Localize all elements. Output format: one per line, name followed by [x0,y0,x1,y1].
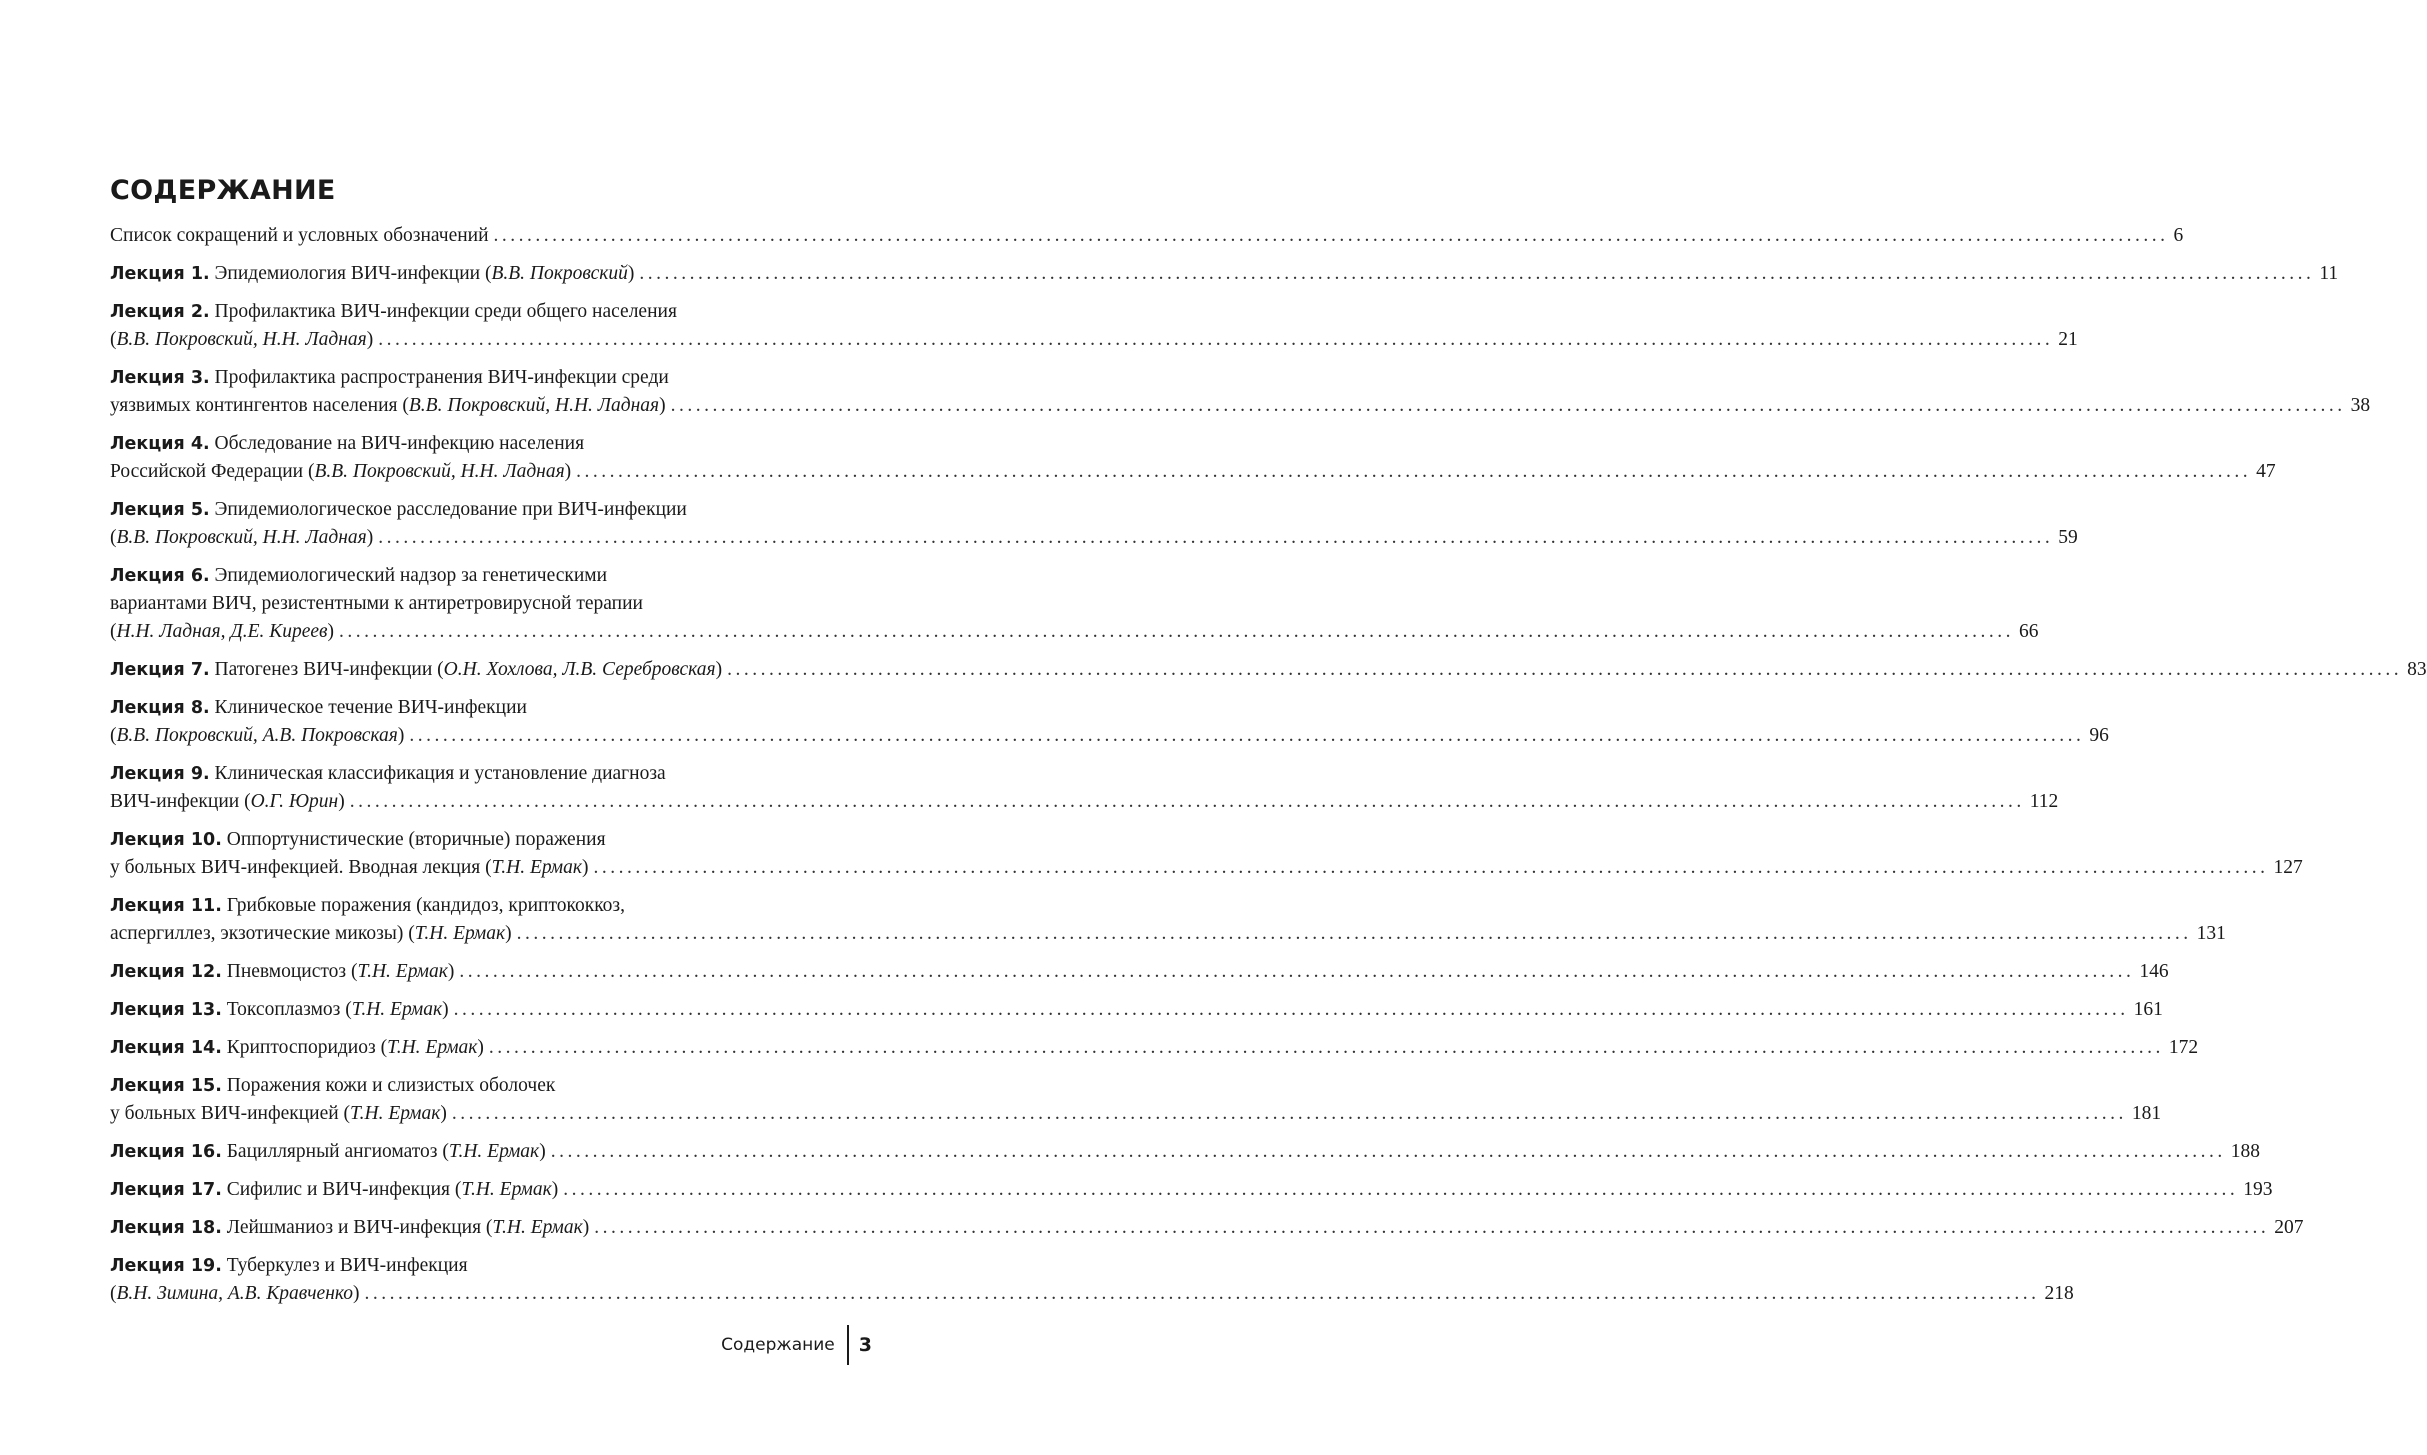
entry-title-text: ) [715,659,723,680]
lecture-label: Лекция 19. [110,1256,222,1276]
dot-leader: ........................................................................................................................................................................................................ [550,1141,2226,1162]
lecture-label: Лекция 10. [110,830,222,850]
toc-entry-text [110,760,666,788]
entry-page-number: 131 [2196,923,2226,944]
toc-entry[interactable] [110,562,2039,646]
lecture-label: Лекция 18. [110,1218,222,1238]
entry-page-number: 188 [2230,1141,2260,1162]
toc-entry-line [110,260,2339,288]
toc-entry-text [110,958,454,986]
entry-page-number: 96 [2089,725,2109,746]
toc-entry-text [110,618,334,646]
entry-page-number: 161 [2133,999,2163,1020]
entry-title-text: Клиническое течение ВИЧ-инфекции [209,697,527,718]
toc-entry[interactable] [110,222,2184,250]
entry-page-number: 207 [2274,1217,2304,1238]
toc-entry-line [110,1072,872,1100]
lecture-label: Лекция 14. [110,1038,222,1058]
toc-entry-text [110,1100,447,1128]
toc-entry-line [110,524,2078,552]
entry-authors: В.В. Покровский, А.В. Покровская [116,725,398,746]
entry-page-number: 127 [2273,857,2303,878]
entry-authors: В.Н. Зимина, А.В. Кравченко [116,1283,354,1304]
entry-title-text: ) [477,1037,484,1058]
entry-title-text: Лейшманиоз и ВИЧ-инфекция ( [221,1217,493,1238]
toc-entry-line [110,656,2427,684]
dot-leader: ........................................................................................................................................................................................................ [670,395,2346,416]
entry-title-text: ) [366,527,374,548]
entry-page-number: 172 [2168,1037,2199,1058]
entry-title-text: Патогенез ВИЧ-инфекции ( [209,659,444,680]
entry-title-text: ) [442,999,449,1020]
toc-entry-line [110,298,872,326]
lecture-label: Лекция 12. [110,962,222,982]
dot-leader: ........................................................................................................................................................................................................ [364,1283,2040,1304]
toc-entry-line [110,1252,872,1280]
toc-entry-text [110,326,373,354]
entry-page-number: 181 [2131,1103,2162,1124]
entry-title-text: ) [353,1283,360,1304]
entry-title-text: ) [397,725,405,746]
toc-entry-line [110,892,872,920]
entry-title-text: Профилактика распространения ВИЧ-инфекции среди [209,367,669,388]
dot-leader: ........................................................................................................................................................................................................ [563,1179,2239,1200]
toc-entry-line [110,1214,2304,1242]
toc-entry-line [110,1100,2162,1128]
toc-entry-text [110,722,404,750]
lecture-label: Лекция 5. [110,500,210,520]
toc-entry[interactable] [110,430,2276,486]
dot-leader: ........................................................................................................................................................................................................ [378,329,2054,350]
toc-entry[interactable] [110,1072,2162,1128]
toc-entry-text [110,920,512,948]
entry-title-text: ) [440,1103,447,1124]
dot-leader: ........................................................................................................................................................................................................ [459,961,2135,982]
dot-leader: ........................................................................................................................................................................................................ [409,725,2085,746]
entry-title-text: ( [110,329,117,350]
toc-entry-line [110,364,872,392]
entry-title-text: ВИЧ-инфекции ( [110,791,251,812]
dot-leader: ........................................................................................................................................................................................................ [594,1217,2270,1238]
entry-title-text: уязвимых контингентов населения ( [110,395,409,416]
toc-entry-line [110,958,2169,986]
toc-entry-text [110,590,643,618]
toc-entry-line [110,760,872,788]
toc-entry[interactable] [110,496,2078,552]
dot-leader: ........................................................................................................................................................................................................ [593,857,2269,878]
toc-entry-line [110,458,2276,486]
toc-entry-text [110,1034,484,1062]
entry-title-text: Эпидемиологический надзор за генетическими [209,565,608,586]
toc-entry-text [110,458,571,486]
toc-entry-line [110,826,872,854]
entry-page-number: 218 [2044,1283,2074,1304]
entry-title-text: Оппортунистические (вторичные) поражения [221,829,606,850]
entry-page-number: 11 [2319,263,2339,284]
toc-entry-text [110,496,687,524]
entry-title-text: ) [627,263,635,284]
entry-title-text: ( [110,621,117,642]
toc-entry[interactable] [110,656,2427,684]
toc-entry-text [110,298,677,326]
entry-title-text: Российской Федерации ( [110,461,315,482]
toc-entry-text [110,892,625,920]
lecture-label: Лекция 9. [110,764,210,784]
entry-authors: В.В. Покровский, Н.Н. Ладная [314,461,565,482]
entry-title-text: ) [505,923,512,944]
toc-entry-line [110,788,2059,816]
footer-section-title: Содержание [721,1335,835,1355]
toc-entry-text [110,694,527,722]
entry-authors: Т.Н. Ермак [491,857,582,878]
running-footer [721,1325,872,1365]
entry-authors: О.Г. Юрин [250,791,339,812]
dot-leader: ........................................................................................................................................................................................................ [378,527,2054,548]
toc-entry[interactable] [110,1252,2074,1308]
toc-entry-text [110,656,722,684]
dot-leader: ........................................................................................................................................................................................................ [451,1103,2127,1124]
toc-entry-text [110,392,666,420]
toc-entry-line [110,854,2303,882]
entry-title-text: Токсоплазмоз ( [221,999,352,1020]
toc-entry-text [110,364,669,392]
toc-entry[interactable] [110,1034,2199,1062]
entry-title-text: ) [338,791,345,812]
entry-title-text: Обследование на ВИЧ-инфекцию населения [209,433,585,454]
lecture-label: Лекция 8. [110,698,210,718]
toc-entry-text [110,222,489,250]
entry-authors: В.В. Покровский [491,263,628,284]
entry-authors: Т.Н. Ермак [350,1103,441,1124]
entry-authors: В.В. Покровский, Н.Н. Ладная [116,527,367,548]
entry-authors: Т.Н. Ермак [492,1217,583,1238]
toc-entry-text [110,996,449,1024]
entry-page-number: 66 [2019,621,2039,642]
toc-entry-line [110,496,872,524]
entry-authors: Т.Н. Ермак [414,923,506,944]
toc-entry-text [110,1176,558,1204]
entry-page-number: 59 [2058,527,2078,548]
entry-title-text: Поражения кожи и слизистых оболочек [221,1075,556,1096]
toc-entry-text [110,1280,360,1308]
toc-entry-line [110,430,872,458]
toc-entry-line [110,326,2078,354]
entry-authors: Т.Н. Ермак [448,1141,540,1162]
toc-entry-line [110,694,872,722]
toc-entry-line [110,1176,2273,1204]
entry-title-text: ) [582,1217,590,1238]
toc-entry[interactable] [110,892,2226,948]
toc-entry-text [110,562,607,590]
toc-entry[interactable] [110,826,2303,882]
entry-authors: Т.Н. Ермак [387,1037,478,1058]
toc-entry-line [110,618,2039,646]
dot-leader: ........................................................................................................................................................................................................ [727,659,2403,680]
lecture-label: Лекция 11. [110,896,222,916]
entry-title-text: Туберкулез и ВИЧ-инфекция [221,1255,468,1276]
toc-entry-line [110,996,2163,1024]
toc-entry[interactable] [110,1138,2260,1166]
toc-entry-text [110,430,584,458]
entry-title-text: ) [539,1141,546,1162]
entry-page-number: 146 [2139,961,2169,982]
toc-entry-text [110,524,373,552]
entry-title-text: ) [659,395,666,416]
entry-title-text: Пневмоцистоз ( [221,961,358,982]
entry-title-text: ( [110,725,117,746]
toc-entry-text [110,1252,468,1280]
entry-page-number: 38 [2350,395,2371,416]
lecture-label: Лекция 16. [110,1142,222,1162]
entry-title-text: ( [110,527,117,548]
toc-entry-line [110,1034,2199,1062]
entry-title-text: аспергиллез, экзотические микозы) ( [110,923,415,944]
lecture-label: Лекция 1. [110,264,210,284]
entry-title-text: Грибковые поражения (кандидоз, криптококкоз, [221,895,626,916]
dot-leader: ........................................................................................................................................................................................................ [639,263,2315,284]
lecture-label: Лекция 2. [110,302,210,322]
entry-title-text: ) [327,621,335,642]
entry-page-number: 21 [2058,329,2078,350]
toc-entry[interactable] [110,260,2339,288]
toc-entry-text [110,260,634,288]
toc-entry-line [110,1138,2260,1166]
dot-leader: ........................................................................................................................................................................................................ [493,225,2169,246]
toc-heading: СОДЕРЖАНИЕ [110,175,336,206]
lecture-label: Лекция 13. [110,1000,222,1020]
toc-entry-line [110,1280,2074,1308]
entry-authors: Т.Н. Ермак [351,999,443,1020]
entry-title-text: ( [110,1283,117,1304]
lecture-label: Лекция 17. [110,1180,222,1200]
toc-entry-text [110,854,588,882]
lecture-label: Лекция 15. [110,1076,222,1096]
toc-entry-line [110,920,2226,948]
entry-page-number: 6 [2173,225,2184,246]
entry-title-text: ) [366,329,374,350]
lecture-label: Лекция 4. [110,434,210,454]
entry-title-text: вариантами ВИЧ, резистентными к антиретровирусной терапии [110,593,643,614]
entry-authors: Н.Н. Ладная, Д.Е. Киреев [116,621,328,642]
entry-title-text: Список сокращений и условных обозначений [110,225,489,246]
dot-leader: ........................................................................................................................................................................................................ [576,461,2252,482]
toc-entry-line [110,590,872,618]
toc-entry[interactable] [110,996,2163,1024]
toc-entry[interactable] [110,760,2059,816]
toc-entry[interactable] [110,1176,2273,1204]
entry-authors: В.В. Покровский, Н.Н. Ладная [408,395,660,416]
entry-authors: Т.Н. Ермак [357,961,448,982]
entry-page-number: 83 [2407,659,2427,680]
entry-title-text: у больных ВИЧ-инфекцией ( [110,1103,351,1124]
entry-title-text: Профилактика ВИЧ-инфекции среди общего населения [209,301,677,322]
toc-entry-text [110,1138,546,1166]
entry-authors: О.Н. Хохлова, Л.В. Серебровская [443,659,716,680]
toc-entry[interactable] [110,958,2169,986]
entry-title-text: ) [581,857,589,878]
dot-leader: ........................................................................................................................................................................................................ [349,791,2025,812]
entry-title-text: Клиническая классификация и установление диагноза [209,763,666,784]
toc-entry-text [110,1214,589,1242]
lecture-label: Лекция 3. [110,368,210,388]
dot-leader: ........................................................................................................................................................................................................ [453,999,2129,1020]
entry-page-number: 112 [2029,791,2059,812]
toc-entry-line [110,222,2184,250]
footer-page-number: 3 [858,1334,872,1356]
entry-title-text: Эпидемиологическое расследование при ВИЧ-инфекции [209,499,687,520]
toc-entry[interactable] [110,1214,2304,1242]
entry-authors: В.В. Покровский, Н.Н. Ладная [116,329,367,350]
entry-authors: Т.Н. Ермак [461,1179,552,1200]
toc-entry-text [110,788,345,816]
toc-entry-line [110,562,872,590]
entry-page-number: 47 [2256,461,2276,482]
table-of-contents [110,222,2427,1318]
entry-title-text: ) [551,1179,559,1200]
dot-leader: ........................................................................................................................................................................................................ [516,923,2192,944]
toc-entry-text [110,826,606,854]
entry-page-number: 193 [2243,1179,2273,1200]
entry-title-text: ) [564,461,572,482]
lecture-label: Лекция 6. [110,566,210,586]
toc-entry-text [110,1072,555,1100]
toc-entry-line [110,722,2109,750]
toc-entry[interactable] [110,364,2371,420]
lecture-label: Лекция 7. [110,660,210,680]
toc-entry[interactable] [110,298,2078,354]
entry-title-text: Криптоспоридиоз ( [221,1037,388,1058]
entry-title-text: у больных ВИЧ-инфекцией. Вводная лекция ( [110,857,492,878]
entry-title-text: Бациллярный ангиоматоз ( [221,1141,449,1162]
toc-entry-line [110,392,2371,420]
entry-title-text: Сифилис и ВИЧ-инфекция ( [221,1179,462,1200]
toc-entry[interactable] [110,694,2109,750]
dot-leader: ........................................................................................................................................................................................................ [488,1037,2164,1058]
entry-title-text: ) [447,961,455,982]
entry-title-text: Эпидемиология ВИЧ-инфекции ( [209,263,492,284]
dot-leader: ........................................................................................................................................................................................................ [339,621,2015,642]
